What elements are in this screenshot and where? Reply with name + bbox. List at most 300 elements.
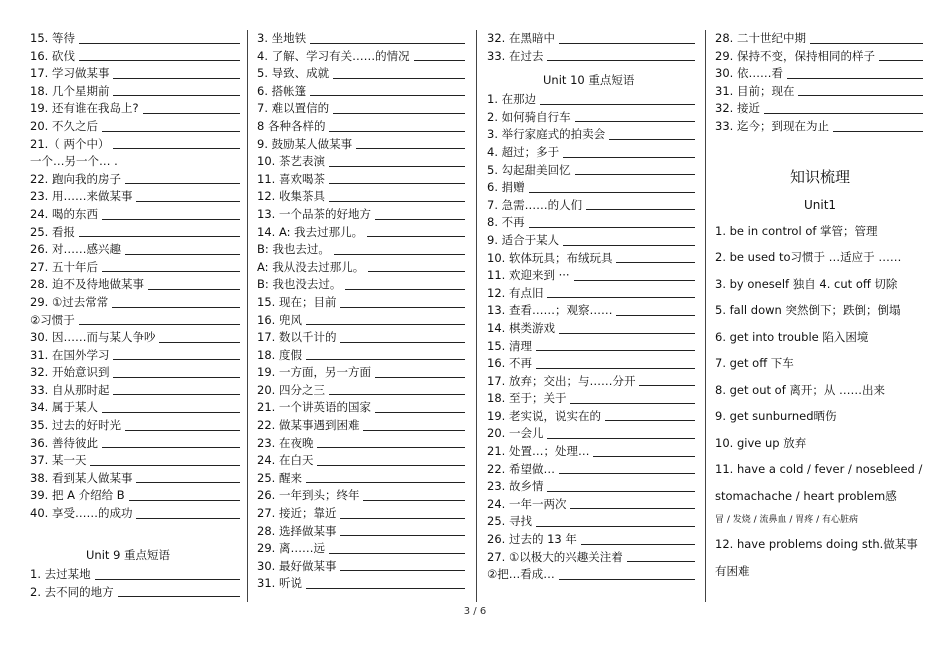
phrase-row — [30, 399, 242, 417]
phrase-text: 6. 搭帐篷 — [257, 83, 307, 98]
answer-blank-line[interactable] — [102, 131, 240, 132]
answer-blank-line[interactable] — [787, 78, 923, 79]
answer-blank-line[interactable] — [102, 447, 240, 448]
vocab-entry: 8. get out of 离开；从 ……出来 — [715, 382, 886, 397]
phrase-text: 33. 自从那时起 — [30, 382, 110, 397]
phrase-row — [487, 355, 697, 373]
phrase-row — [30, 30, 242, 48]
answer-blank-line[interactable] — [345, 289, 465, 290]
answer-blank-line[interactable] — [118, 596, 240, 597]
phrase-text: 28. 二十世纪中期 — [715, 31, 806, 45]
answer-blank-line[interactable] — [79, 60, 240, 61]
answer-blank-line[interactable] — [329, 183, 465, 184]
vocab-entry: 冒 / 发烧 / 流鼻血 / 胃疼 / 有心脏病 — [715, 515, 859, 526]
phrase-row — [257, 48, 467, 66]
phrase-row — [30, 136, 242, 154]
phrase-row — [487, 162, 697, 180]
phrase-row — [487, 408, 697, 426]
phrase-row — [487, 214, 697, 232]
phrase-text: 26. 一年到头；终年 — [257, 488, 360, 503]
phrase-row — [257, 347, 467, 365]
phrase-row — [30, 329, 242, 347]
phrase-row — [487, 197, 697, 215]
phrase-row — [487, 285, 697, 303]
phrase-text: 30. 最好做某事 — [257, 558, 337, 573]
phrase-text: ②把…看成… — [487, 567, 555, 582]
answer-blank-line[interactable] — [136, 482, 240, 483]
phrase-row — [257, 417, 467, 435]
phrase-text: 7. 急需……的人们 — [487, 197, 583, 212]
answer-blank-line[interactable] — [136, 201, 240, 202]
phrase-text: B: 我也没去过。 — [257, 277, 342, 292]
answer-blank-line[interactable] — [609, 139, 695, 140]
phrase-text: 21. 一个讲英语的国家 — [257, 400, 371, 415]
phrase-row — [487, 91, 697, 109]
phrase-row — [487, 461, 697, 479]
phrase-text: 30. 依……看 — [715, 66, 783, 81]
answer-blank-line[interactable] — [529, 192, 695, 193]
phrase-text: 40. 享受……的成功 — [30, 506, 133, 521]
unit-subtitle: Unit1 — [803, 197, 837, 212]
answer-blank-line[interactable] — [306, 324, 465, 325]
phrase-text: 29. ①过去常常 — [30, 294, 109, 309]
phrase-row — [30, 382, 242, 400]
vocab-entry: 11. have a cold / fever / nosebleed / — [715, 462, 923, 477]
answer-blank-line[interactable] — [125, 183, 240, 184]
answer-blank-line[interactable] — [95, 579, 240, 580]
phrase-text: 7. 难以置信的 — [257, 101, 330, 116]
answer-blank-line[interactable] — [810, 43, 923, 44]
answer-blank-line[interactable] — [547, 297, 695, 298]
answer-blank-line[interactable] — [833, 131, 923, 132]
phrase-row — [487, 250, 697, 268]
phrase-row — [30, 505, 242, 523]
phrase-text: 23. 在夜晚 — [257, 435, 314, 450]
phrase-text: 8. 不再 — [487, 215, 525, 230]
answer-blank-line[interactable] — [79, 324, 240, 325]
phrase-row — [715, 48, 925, 66]
phrase-text: 31. 目前；现在 — [715, 83, 795, 98]
phrase-row — [257, 312, 467, 330]
phrase-text: 35. 过去的好时光 — [30, 418, 121, 433]
column-3 — [487, 30, 697, 584]
phrase-text: 27. 五十年后 — [30, 259, 98, 274]
phrase-text: 9. 适合于某人 — [487, 232, 560, 247]
phrase-text: 36. 善待彼此 — [30, 435, 98, 450]
phrase-row — [487, 390, 697, 408]
phrase-text: 19. 还有谁在我岛上? — [30, 101, 139, 116]
answer-blank-line[interactable] — [329, 553, 465, 554]
answer-blank-line[interactable] — [563, 245, 695, 246]
answer-blank-line[interactable] — [563, 157, 695, 158]
vocab-entry: 3. by oneself 独自 4. cut off 切除 — [715, 276, 898, 291]
phrase-row — [257, 118, 467, 136]
phrase-row — [257, 100, 467, 118]
phrase-text: 20. 四分之三 — [257, 382, 325, 397]
answer-blank-line[interactable] — [79, 236, 240, 237]
phrase-row — [487, 232, 697, 250]
answer-blank-line[interactable] — [79, 43, 240, 44]
column-divider — [705, 30, 706, 602]
phrase-text: A: 我从没去过那儿。 — [257, 259, 365, 274]
column-1 — [30, 30, 242, 601]
column-2 — [257, 30, 467, 593]
answer-blank-line[interactable] — [764, 113, 923, 114]
answer-blank-line[interactable] — [559, 579, 695, 580]
answer-blank-line[interactable] — [113, 394, 240, 395]
phrase-row — [30, 224, 242, 242]
phrase-row — [487, 179, 697, 197]
phrase-row — [30, 417, 242, 435]
phrase-text: 20. 不久之后 — [30, 118, 98, 133]
phrase-row — [257, 294, 467, 312]
column-divider — [247, 30, 248, 602]
phrase-text: 21.（ 两个中） — [30, 136, 110, 151]
answer-blank-line[interactable] — [329, 394, 465, 395]
answer-blank-line[interactable] — [363, 500, 465, 501]
answer-blank-line[interactable] — [414, 60, 465, 61]
phrase-text: 14. 棋类游戏 — [487, 320, 555, 335]
phrase-row — [30, 452, 242, 470]
phrase-text: 4. 了解、学习有关……的情况 — [257, 48, 410, 63]
answer-blank-line[interactable] — [547, 60, 695, 61]
answer-blank-line[interactable] — [356, 148, 465, 149]
phrase-row — [487, 513, 697, 531]
answer-blank-line[interactable] — [113, 359, 240, 360]
phrase-row — [30, 188, 242, 206]
answer-blank-line[interactable] — [605, 420, 695, 421]
phrase-row — [487, 320, 697, 338]
phrase-text: 17. 放弃；交出；与……分开 — [487, 373, 636, 388]
phrase-text: 33. 在过去 — [487, 48, 544, 63]
answer-blank-line[interactable] — [340, 535, 465, 536]
answer-blank-line[interactable] — [559, 473, 695, 474]
phrase-row — [257, 83, 467, 101]
unit-heading: Unit 9 重点短语 — [86, 548, 171, 563]
phrase-row — [257, 171, 467, 189]
phrase-text: 21. 处置…；处理… — [487, 444, 590, 459]
phrase-text: 12. 有点旧 — [487, 285, 544, 300]
phrase-row — [715, 83, 925, 101]
answer-blank-line[interactable] — [310, 95, 465, 96]
phrase-text: 24. 一年一两次 — [487, 496, 567, 511]
phrase-row — [487, 443, 697, 461]
phrase-text: ②习惯于 — [30, 312, 75, 327]
phrase-text: 16. 兜风 — [257, 312, 302, 327]
answer-blank-line[interactable] — [639, 385, 695, 386]
phrase-text: 一个…另一个… . — [30, 154, 118, 169]
phrase-text: 23. 故乡情 — [487, 479, 544, 494]
phrase-row — [257, 136, 467, 154]
phrase-text: 14. A: 我去过那儿。 — [257, 224, 364, 239]
phrase-text: 3. 坐地铁 — [257, 31, 307, 45]
answer-blank-line[interactable] — [306, 482, 465, 483]
phrase-row — [715, 100, 925, 118]
phrase-text: 18. 度假 — [257, 347, 302, 362]
phrase-text: 13. 查看……；观察…… — [487, 303, 613, 318]
answer-blank-line[interactable] — [616, 262, 695, 263]
phrase-text: 19. 一方面，另一方面 — [257, 365, 371, 380]
answer-blank-line[interactable] — [559, 333, 695, 334]
phrase-row — [257, 575, 467, 593]
vocab-entry: 9. get sunburned晒伤 — [715, 409, 837, 424]
answer-blank-line[interactable] — [340, 518, 465, 519]
phrase-row — [257, 153, 467, 171]
phrase-text: 1. 去过某地 — [30, 567, 91, 582]
answer-blank-line[interactable] — [90, 465, 240, 466]
phrase-row — [30, 206, 242, 224]
answer-blank-line[interactable] — [540, 104, 695, 105]
answer-blank-line[interactable] — [310, 43, 465, 44]
phrase-row — [257, 399, 467, 417]
answer-blank-line[interactable] — [340, 307, 465, 308]
phrase-text: 22. 希望做… — [487, 461, 555, 476]
phrase-row — [487, 267, 697, 285]
phrase-text: 16. 砍伐 — [30, 48, 75, 63]
phrase-text: 38. 看到某人做某事 — [30, 470, 133, 485]
answer-blank-line[interactable] — [559, 43, 695, 44]
phrase-row — [30, 65, 242, 83]
answer-blank-line[interactable] — [334, 254, 465, 255]
phrase-row — [257, 558, 467, 576]
phrase-row — [257, 241, 467, 259]
phrase-text: 31. 在国外学习 — [30, 347, 110, 362]
phrase-row — [715, 118, 925, 136]
spacer — [30, 523, 242, 541]
phrase-text: 5. 导致、成就 — [257, 66, 330, 81]
phrase-text: 15. 清理 — [487, 338, 532, 353]
answer-blank-line[interactable] — [340, 570, 465, 571]
phrase-text: 15. 现在；目前 — [257, 294, 337, 309]
answer-blank-line[interactable] — [363, 430, 465, 431]
phrase-text: 18. 至于；关于 — [487, 391, 567, 406]
phrase-row — [257, 206, 467, 224]
phrase-row — [257, 382, 467, 400]
phrase-text: 26. 对……感兴趣 — [30, 242, 121, 257]
phrase-row — [257, 188, 467, 206]
phrase-row — [487, 109, 697, 127]
vocab-entry: 1. be in control of 掌管；管理 — [715, 223, 878, 238]
phrase-row — [257, 505, 467, 523]
answer-blank-line[interactable] — [547, 491, 695, 492]
phrase-row — [487, 496, 697, 514]
answer-blank-line[interactable] — [125, 254, 240, 255]
phrase-text: 29. 离……远 — [257, 541, 325, 556]
phrase-row — [30, 364, 242, 382]
phrase-text: 22. 跑向我的房子 — [30, 171, 121, 186]
vocab-entry: 7. get off 下车 — [715, 356, 794, 371]
answer-blank-line[interactable] — [375, 377, 465, 378]
answer-blank-line[interactable] — [536, 368, 695, 369]
phrase-text: 22. 做某事遇到困难 — [257, 418, 360, 433]
phrase-text: 23. 用……来做某事 — [30, 189, 133, 204]
phrase-row — [487, 478, 697, 496]
phrase-row — [30, 294, 242, 312]
phrase-row — [30, 487, 242, 505]
column-4 — [715, 30, 925, 584]
answer-blank-line[interactable] — [575, 121, 695, 122]
section-title: 知识梳理 — [789, 167, 850, 186]
answer-blank-line[interactable] — [159, 342, 240, 343]
answer-blank-line[interactable] — [575, 174, 695, 175]
phrase-row — [257, 329, 467, 347]
answer-blank-line[interactable] — [333, 78, 465, 79]
phrase-text: 32. 开始意识到 — [30, 365, 110, 380]
answer-blank-line[interactable] — [616, 315, 695, 316]
phrase-row — [30, 48, 242, 66]
phrase-row — [257, 540, 467, 558]
phrase-row — [30, 118, 242, 136]
phrase-row — [257, 435, 467, 453]
answer-blank-line[interactable] — [375, 219, 465, 220]
phrase-text: 9. 鼓励某人做某事 — [257, 136, 353, 151]
phrase-text: 31. 听说 — [257, 576, 302, 591]
answer-blank-line[interactable] — [102, 219, 240, 220]
phrase-row — [257, 364, 467, 382]
column-divider — [476, 30, 477, 602]
answer-blank-line[interactable] — [112, 307, 240, 308]
phrase-text: 27. 接近；靠近 — [257, 506, 337, 521]
answer-blank-line[interactable] — [148, 289, 240, 290]
phrase-row — [30, 566, 242, 584]
answer-blank-line[interactable] — [570, 403, 695, 404]
phrase-row — [487, 531, 697, 549]
phrase-row — [487, 549, 697, 567]
answer-blank-line[interactable] — [333, 113, 465, 114]
vocab-entry: 6. get into trouble 陷入困境 — [715, 329, 869, 344]
phrase-text: 15. 等待 — [30, 31, 75, 45]
phrase-text: 17. 学习做某事 — [30, 66, 110, 81]
answer-blank-line[interactable] — [329, 166, 465, 167]
page-number: 3 / 6 — [463, 606, 487, 617]
phrase-row — [257, 259, 467, 277]
answer-blank-line[interactable] — [143, 113, 240, 114]
phrase-text: 24. 喝的东西 — [30, 206, 98, 221]
vocab-entry: 有困难 — [715, 563, 750, 578]
phrase-row — [257, 523, 467, 541]
phrase-row — [487, 302, 697, 320]
phrase-row — [257, 470, 467, 488]
answer-blank-line[interactable] — [329, 201, 465, 202]
phrase-text: 24. 在白天 — [257, 453, 314, 468]
answer-blank-line[interactable] — [102, 271, 240, 272]
phrase-text: 30. 因……而与某人争吵 — [30, 330, 156, 345]
phrase-row — [257, 224, 467, 242]
answer-blank-line[interactable] — [317, 465, 465, 466]
phrase-row — [487, 126, 697, 144]
phrase-row — [487, 48, 697, 66]
answer-blank-line[interactable] — [375, 412, 465, 413]
phrase-text: 11. 欢迎来到 ··· — [487, 268, 570, 283]
vocab-entry: 10. give up 放弃 — [715, 435, 807, 450]
phrase-text: 2. 如何骑自行车 — [487, 109, 571, 124]
answer-blank-line[interactable] — [586, 209, 695, 210]
answer-blank-line[interactable] — [593, 456, 695, 457]
phrase-row — [30, 171, 242, 189]
phrase-row — [257, 30, 467, 48]
phrase-text: 6. 捐赠 — [487, 180, 525, 195]
phrase-text: 25. 看报 — [30, 224, 75, 239]
phrase-row — [487, 425, 697, 443]
phrase-row — [30, 100, 242, 118]
answer-blank-line[interactable] — [574, 280, 695, 281]
phrase-text: 10. 软体玩具；布绒玩具 — [487, 250, 613, 265]
phrase-row — [257, 452, 467, 470]
answer-blank-line[interactable] — [536, 350, 695, 351]
answer-blank-line[interactable] — [306, 588, 465, 589]
answer-blank-line[interactable] — [536, 526, 695, 527]
answer-blank-line[interactable] — [627, 561, 695, 562]
answer-blank-line[interactable] — [317, 447, 465, 448]
answer-blank-line[interactable] — [547, 438, 695, 439]
phrase-text: 1. 在那边 — [487, 92, 537, 107]
phrase-text: 20. 一会儿 — [487, 426, 544, 441]
phrase-text: 25. 醒来 — [257, 470, 302, 485]
answer-blank-line[interactable] — [570, 508, 695, 509]
phrase-row — [715, 65, 925, 83]
phrase-text: 34. 属于某人 — [30, 400, 98, 415]
answer-blank-line[interactable] — [340, 342, 465, 343]
phrase-row — [30, 153, 242, 171]
phrase-text: 2. 去不同的地方 — [30, 584, 114, 599]
answer-blank-line[interactable] — [129, 500, 240, 501]
answer-blank-line[interactable] — [879, 60, 923, 61]
phrase-text: 17. 数以千计的 — [257, 330, 337, 345]
phrase-text: 16. 不再 — [487, 356, 532, 371]
phrase-text: 32. 接近 — [715, 101, 760, 116]
phrase-row — [30, 312, 242, 330]
phrase-text: 28. 迫不及待地做某事 — [30, 277, 144, 292]
vocab-entry: stomachache / heart problem感 — [715, 488, 897, 503]
answer-blank-line[interactable] — [113, 148, 240, 149]
phrase-row — [715, 30, 925, 48]
answer-blank-line[interactable] — [306, 359, 465, 360]
answer-blank-line[interactable] — [581, 544, 695, 545]
phrase-text: 18. 几个星期前 — [30, 83, 110, 98]
phrase-row — [487, 144, 697, 162]
answer-blank-line[interactable] — [113, 78, 240, 79]
answer-blank-line[interactable] — [125, 430, 240, 431]
phrase-text: 3. 举行家庭式的拍卖会 — [487, 127, 606, 142]
phrase-row — [30, 435, 242, 453]
vocab-entry: 5. fall down 突然倒下；跌倒；倒塌 — [715, 303, 901, 318]
answer-blank-line[interactable] — [798, 95, 923, 96]
answer-blank-line[interactable] — [113, 95, 240, 96]
answer-blank-line[interactable] — [113, 377, 240, 378]
phrase-row — [30, 584, 242, 602]
answer-blank-line[interactable] — [368, 271, 465, 272]
vocab-entry: 12. have problems doing sth.做某事 — [715, 537, 918, 552]
phrase-text: 25. 寻找 — [487, 514, 532, 529]
phrase-text: 33. 迄今；到现在为止 — [715, 118, 829, 133]
answer-blank-line[interactable] — [329, 131, 465, 132]
phrase-row — [487, 373, 697, 391]
phrase-text: 29. 保持不变，保持相同的样子 — [715, 48, 875, 63]
phrase-row — [257, 276, 467, 294]
answer-blank-line[interactable] — [367, 236, 465, 237]
phrase-text: 32. 在黑暗中 — [487, 31, 555, 45]
phrase-text: 4. 超过；多于 — [487, 144, 560, 159]
phrase-row — [257, 487, 467, 505]
phrase-row — [487, 30, 697, 48]
phrase-row — [487, 566, 697, 584]
answer-blank-line[interactable] — [102, 412, 240, 413]
phrase-text: 8 各种各样的 — [257, 118, 326, 133]
phrase-text: B: 我也去过。 — [257, 242, 330, 257]
phrase-row — [487, 338, 697, 356]
answer-blank-line[interactable] — [136, 518, 240, 519]
answer-blank-line[interactable] — [529, 227, 695, 228]
